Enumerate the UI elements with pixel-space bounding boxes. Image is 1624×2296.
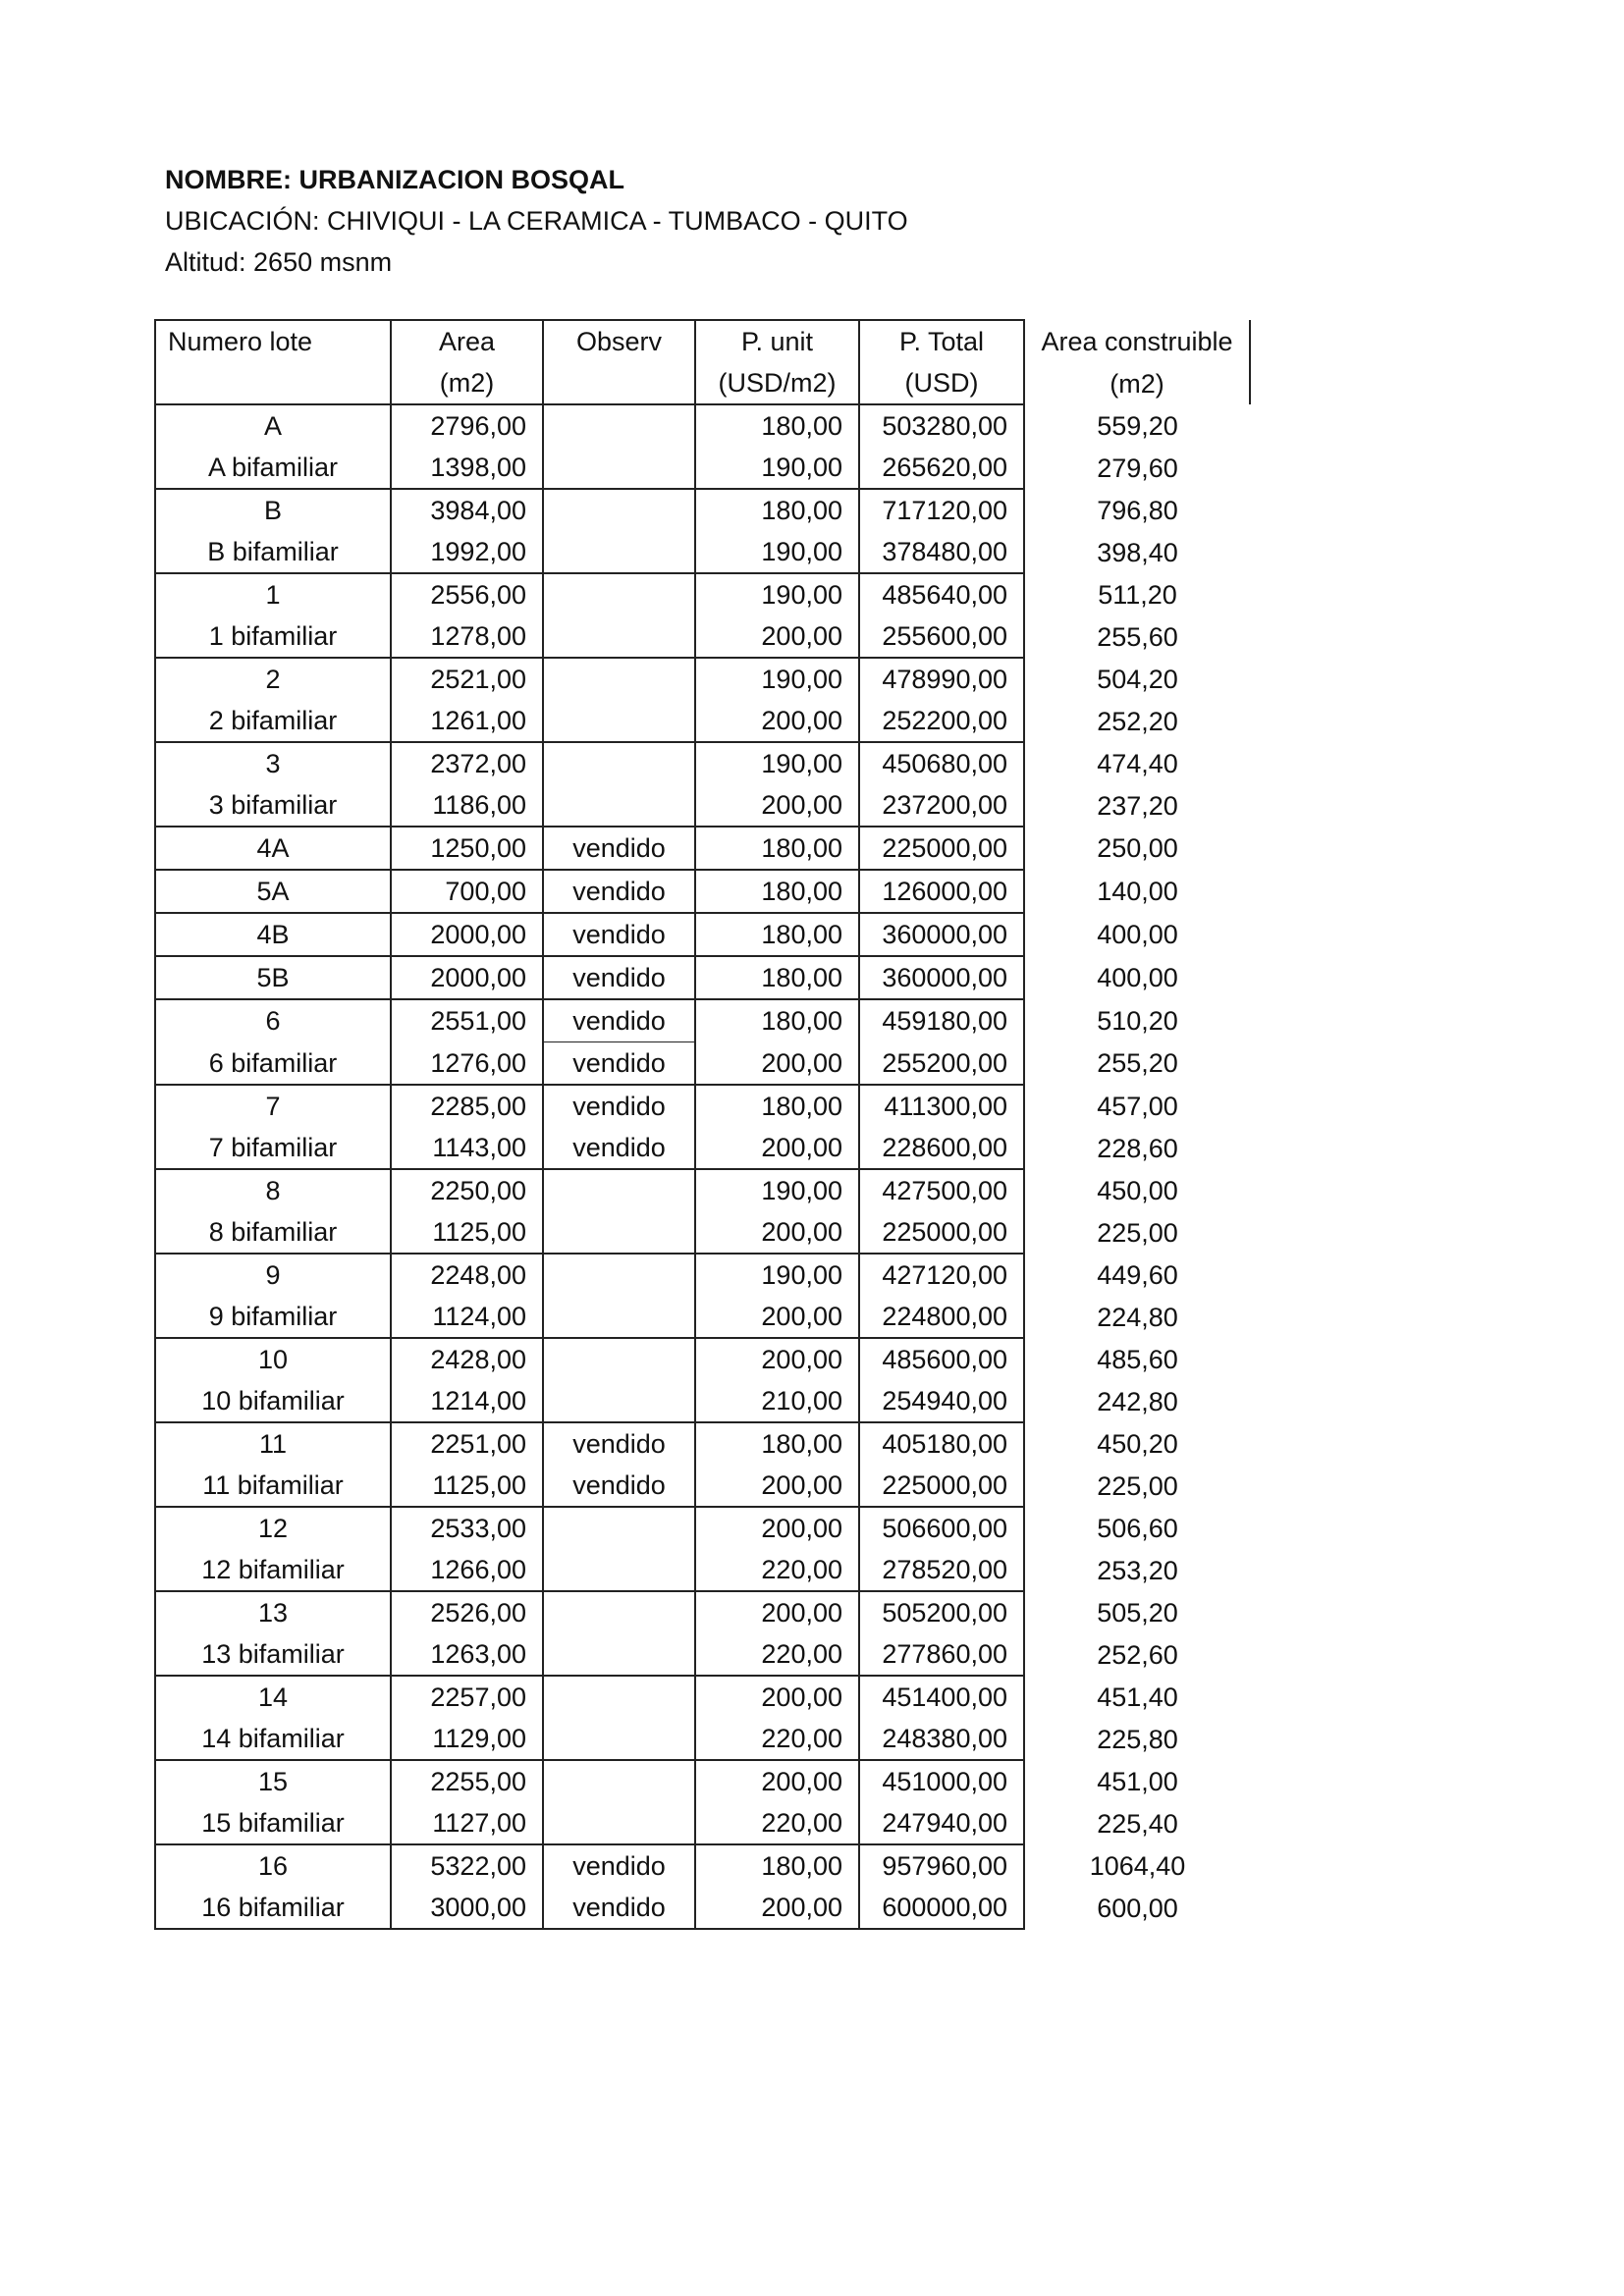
cell-lote: 10 bifamiliar (155, 1380, 391, 1422)
cell-unit-price: 200,00 (695, 1887, 859, 1929)
table-row (155, 1676, 1250, 1718)
table-row (155, 531, 1250, 573)
cell-area: 5322,00 (391, 1844, 543, 1887)
cell-area: 1125,00 (391, 1465, 543, 1507)
table-row (155, 1887, 1250, 1929)
cell-total-price: 378480,00 (859, 531, 1024, 573)
table-row (155, 1802, 1250, 1844)
cell-total-price: 228600,00 (859, 1127, 1024, 1169)
cell-total-price: 248380,00 (859, 1718, 1024, 1760)
cell-lote: 11 (155, 1422, 391, 1465)
table-body (155, 404, 1250, 1929)
cell-area: 2285,00 (391, 1085, 543, 1127)
header-unit-unit: (USD/m2) (695, 362, 859, 404)
cell-area-construible: 451,40 (1097, 1682, 1178, 1712)
cell-lote: 2 bifamiliar (155, 700, 391, 742)
cell-unit-price: 200,00 (695, 1760, 859, 1802)
header-total-unit: (USD) (859, 362, 1024, 404)
cell-area: 2251,00 (391, 1422, 543, 1465)
cell-observ (543, 784, 695, 827)
header-area-unit: (m2) (391, 362, 543, 404)
cell-unit-price: 180,00 (695, 827, 859, 870)
cell-unit-price: 190,00 (695, 658, 859, 700)
cell-total-price: 277860,00 (859, 1633, 1024, 1676)
cell-area: 1186,00 (391, 784, 543, 827)
cell-area-construible: 250,00 (1097, 833, 1178, 863)
cell-unit-price: 200,00 (695, 1591, 859, 1633)
cell-observ (543, 615, 695, 658)
cell-area-construible: 450,00 (1097, 1175, 1178, 1205)
cell-observ (543, 573, 695, 615)
table-row (155, 742, 1250, 784)
cell-total-price: 478990,00 (859, 658, 1024, 700)
cell-total-price: 252200,00 (859, 700, 1024, 742)
cell-lote: 16 (155, 1844, 391, 1887)
cell-area-construible: 253,20 (1097, 1555, 1178, 1585)
cell-unit-price: 200,00 (695, 1676, 859, 1718)
cell-observ (543, 1676, 695, 1718)
cell-area: 1214,00 (391, 1380, 543, 1422)
cell-observ (543, 742, 695, 784)
cell-area: 2521,00 (391, 658, 543, 700)
cell-observ (543, 1254, 695, 1296)
cell-total-price: 717120,00 (859, 489, 1024, 531)
cell-total-price: 126000,00 (859, 870, 1024, 913)
cell-observ (543, 1718, 695, 1760)
cell-lote: 9 (155, 1254, 391, 1296)
cell-total-price: 427120,00 (859, 1254, 1024, 1296)
table-row (155, 1169, 1250, 1211)
cell-total-price: 451400,00 (859, 1676, 1024, 1718)
table-row (155, 447, 1250, 489)
cell-unit-price: 200,00 (695, 1211, 859, 1254)
cell-lote: 5B (155, 956, 391, 999)
cell-unit-price: 180,00 (695, 1844, 859, 1887)
cell-area: 1127,00 (391, 1802, 543, 1844)
cell-unit-price: 190,00 (695, 447, 859, 489)
cell-area-construible: 474,40 (1097, 748, 1178, 778)
header-unit: P. unit (695, 320, 859, 362)
cell-area: 1143,00 (391, 1127, 543, 1169)
cell-total-price: 265620,00 (859, 447, 1024, 489)
cell-area: 2255,00 (391, 1760, 543, 1802)
cell-observ (543, 1633, 695, 1676)
cell-observ (543, 489, 695, 531)
table-row (155, 1549, 1250, 1591)
cell-lote: 5A (155, 870, 391, 913)
cell-unit-price: 210,00 (695, 1380, 859, 1422)
cell-area-construible: 242,80 (1097, 1386, 1178, 1416)
table-row (155, 784, 1250, 827)
cell-lote: 15 (155, 1760, 391, 1802)
cell-lote: 14 bifamiliar (155, 1718, 391, 1760)
cell-unit-price: 200,00 (695, 1296, 859, 1338)
cell-total-price: 505200,00 (859, 1591, 1024, 1633)
cell-lote: 4B (155, 913, 391, 956)
cell-unit-price: 190,00 (695, 531, 859, 573)
cell-area-construible: 450,20 (1097, 1428, 1178, 1459)
table-row (155, 1422, 1250, 1465)
cell-area-construible: 600,00 (1097, 1893, 1178, 1923)
cell-observ (543, 700, 695, 742)
cell-lote: 3 (155, 742, 391, 784)
cell-total-price: 225000,00 (859, 827, 1024, 870)
cell-unit-price: 200,00 (695, 1338, 859, 1380)
table-row (155, 1211, 1250, 1254)
cell-lote: B (155, 489, 391, 531)
cell-observ: vendido (543, 913, 695, 956)
cell-total-price: 225000,00 (859, 1211, 1024, 1254)
cell-total-price: 506600,00 (859, 1507, 1024, 1549)
cell-area-construible: 398,40 (1097, 537, 1178, 567)
cell-area: 1278,00 (391, 615, 543, 658)
cell-lote: 11 bifamiliar (155, 1465, 391, 1507)
cell-area: 2250,00 (391, 1169, 543, 1211)
header-lote: Numero lote (155, 320, 391, 404)
cell-area: 2533,00 (391, 1507, 543, 1549)
cell-unit-price: 200,00 (695, 1127, 859, 1169)
cell-total-price: 503280,00 (859, 404, 1024, 447)
lots-table-container (154, 319, 1251, 1930)
cell-lote: 1 (155, 573, 391, 615)
cell-lote: 7 (155, 1085, 391, 1127)
cell-unit-price: 180,00 (695, 404, 859, 447)
cell-area-construible: 510,20 (1097, 1005, 1178, 1036)
cell-lote: 3 bifamiliar (155, 784, 391, 827)
table-row (155, 1296, 1250, 1338)
cell-area-construible: 506,60 (1097, 1513, 1178, 1543)
cell-area: 700,00 (391, 870, 543, 913)
cell-area: 2248,00 (391, 1254, 543, 1296)
table-row (155, 573, 1250, 615)
cell-area-construible: 225,80 (1097, 1724, 1178, 1754)
cell-observ: vendido (543, 1042, 695, 1086)
cell-total-price: 427500,00 (859, 1169, 1024, 1211)
cell-area-construible: 511,20 (1098, 579, 1177, 610)
cell-lote: 15 bifamiliar (155, 1802, 391, 1844)
cell-unit-price: 180,00 (695, 999, 859, 1042)
cell-lote: 12 (155, 1507, 391, 1549)
cell-total-price: 254940,00 (859, 1380, 1024, 1422)
cell-observ: vendido (543, 1887, 695, 1929)
cell-lote: 8 (155, 1169, 391, 1211)
cell-unit-price: 190,00 (695, 742, 859, 784)
cell-observ (543, 1549, 695, 1591)
table-row (155, 700, 1250, 742)
cell-total-price: 255200,00 (859, 1042, 1024, 1086)
table-row (155, 999, 1250, 1042)
cell-lote: 13 (155, 1591, 391, 1633)
cell-area-construible: 252,60 (1097, 1639, 1178, 1670)
cell-unit-price: 220,00 (695, 1718, 859, 1760)
cell-lote: 13 bifamiliar (155, 1633, 391, 1676)
cell-total-price: 237200,00 (859, 784, 1024, 827)
cell-area-construible: 559,20 (1097, 410, 1178, 441)
table-row (155, 1338, 1250, 1380)
cell-unit-price: 200,00 (695, 615, 859, 658)
cell-area-construible: 485,60 (1097, 1344, 1178, 1374)
header-area: Area (391, 320, 543, 362)
cell-area: 1398,00 (391, 447, 543, 489)
table-row (155, 1380, 1250, 1422)
cell-lote: 12 bifamiliar (155, 1549, 391, 1591)
cell-area: 2556,00 (391, 573, 543, 615)
cell-area-construible: 140,00 (1097, 877, 1178, 906)
cell-area: 3000,00 (391, 1887, 543, 1929)
header-observ: Observ (543, 320, 695, 404)
cell-lote: B bifamiliar (155, 531, 391, 573)
cell-area-construible: 279,60 (1097, 453, 1178, 483)
cell-total-price: 957960,00 (859, 1844, 1024, 1887)
cell-area-construible: 225,40 (1097, 1808, 1178, 1839)
cell-observ (543, 447, 695, 489)
cell-unit-price: 200,00 (695, 1507, 859, 1549)
cell-area: 2796,00 (391, 404, 543, 447)
cell-observ (543, 1211, 695, 1254)
project-altitude: Altitud: 2650 msnm (165, 247, 393, 277)
table-row (155, 1633, 1250, 1676)
cell-observ: vendido (543, 1127, 695, 1169)
cell-lote: 6 bifamiliar (155, 1042, 391, 1086)
cell-area-construible: 796,80 (1097, 495, 1178, 525)
cell-area-construible: 505,20 (1097, 1597, 1178, 1628)
table-row (155, 1085, 1250, 1127)
cell-unit-price: 190,00 (695, 1254, 859, 1296)
cell-lote: 14 (155, 1676, 391, 1718)
cell-area: 1124,00 (391, 1296, 543, 1338)
table-row (155, 956, 1250, 999)
cell-unit-price: 180,00 (695, 913, 859, 956)
cell-unit-price: 190,00 (695, 573, 859, 615)
cell-total-price: 247940,00 (859, 1802, 1024, 1844)
cell-area-construible: 224,80 (1097, 1302, 1178, 1332)
project-name: NOMBRE: URBANIZACION BOSQAL (165, 165, 624, 194)
table-row (155, 404, 1250, 447)
cell-unit-price: 180,00 (695, 1085, 859, 1127)
cell-total-price: 485640,00 (859, 573, 1024, 615)
cell-lote: 1 bifamiliar (155, 615, 391, 658)
cell-area: 1250,00 (391, 827, 543, 870)
cell-total-price: 411300,00 (859, 1085, 1024, 1127)
cell-area: 2372,00 (391, 742, 543, 784)
cell-lote: 8 bifamiliar (155, 1211, 391, 1254)
cell-area: 1263,00 (391, 1633, 543, 1676)
table-row (155, 1718, 1250, 1760)
cell-area: 3984,00 (391, 489, 543, 531)
table-row (155, 827, 1250, 870)
cell-total-price: 485600,00 (859, 1338, 1024, 1380)
cell-observ: vendido (543, 1422, 695, 1465)
cell-unit-price: 200,00 (695, 1042, 859, 1086)
cell-area-construible: 400,00 (1097, 963, 1178, 992)
cell-unit-price: 180,00 (695, 956, 859, 999)
cell-area: 1125,00 (391, 1211, 543, 1254)
header-row-1 (155, 320, 1250, 362)
cell-observ (543, 404, 695, 447)
cell-area-construible: 255,60 (1097, 621, 1178, 652)
cell-lote: 16 bifamiliar (155, 1887, 391, 1929)
cell-total-price: 278520,00 (859, 1549, 1024, 1591)
cell-total-price: 459180,00 (859, 999, 1024, 1042)
cell-area-construible: 225,00 (1097, 1470, 1178, 1501)
header-construible: Area construible (1024, 320, 1250, 362)
cell-observ (543, 531, 695, 573)
cell-unit-price: 220,00 (695, 1802, 859, 1844)
cell-unit-price: 200,00 (695, 1465, 859, 1507)
cell-area-construible: 225,00 (1097, 1217, 1178, 1248)
cell-unit-price: 180,00 (695, 1422, 859, 1465)
table-row (155, 658, 1250, 700)
cell-observ (543, 1802, 695, 1844)
cell-total-price: 405180,00 (859, 1422, 1024, 1465)
cell-lote: 6 (155, 999, 391, 1042)
cell-total-price: 225000,00 (859, 1465, 1024, 1507)
cell-area: 1992,00 (391, 531, 543, 573)
header-total: P. Total (859, 320, 1024, 362)
cell-lote: A (155, 404, 391, 447)
cell-area: 2526,00 (391, 1591, 543, 1633)
cell-observ (543, 1507, 695, 1549)
cell-total-price: 360000,00 (859, 956, 1024, 999)
cell-total-price: 255600,00 (859, 615, 1024, 658)
cell-unit-price: 200,00 (695, 784, 859, 827)
cell-unit-price: 220,00 (695, 1633, 859, 1676)
cell-observ (543, 1380, 695, 1422)
cell-observ: vendido (543, 1844, 695, 1887)
document-header (165, 159, 908, 283)
cell-area: 2551,00 (391, 999, 543, 1042)
cell-lote: A bifamiliar (155, 447, 391, 489)
cell-lote: 9 bifamiliar (155, 1296, 391, 1338)
table-row (155, 870, 1250, 913)
table-row (155, 1042, 1250, 1086)
table-row (155, 1760, 1250, 1802)
cell-area: 2000,00 (391, 913, 543, 956)
cell-area: 2000,00 (391, 956, 543, 999)
table-row (155, 1254, 1250, 1296)
table-row (155, 1507, 1250, 1549)
cell-area-construible: 400,00 (1097, 920, 1178, 949)
cell-area-construible: 504,20 (1097, 664, 1178, 694)
cell-area-construible: 237,20 (1097, 790, 1178, 821)
project-location: UBICACIÓN: CHIVIQUI - LA CERAMICA - TUMBACO - QUITO (165, 206, 908, 236)
cell-area-construible: 451,00 (1097, 1766, 1178, 1796)
cell-area-construible: 228,60 (1097, 1133, 1178, 1163)
cell-unit-price: 200,00 (695, 700, 859, 742)
cell-lote: 10 (155, 1338, 391, 1380)
cell-area-construible: 252,20 (1097, 706, 1178, 736)
cell-observ: vendido (543, 1085, 695, 1127)
cell-observ (543, 1760, 695, 1802)
cell-unit-price: 180,00 (695, 489, 859, 531)
cell-observ: vendido (543, 956, 695, 999)
cell-area: 1266,00 (391, 1549, 543, 1591)
cell-area: 2257,00 (391, 1676, 543, 1718)
table-row (155, 1127, 1250, 1169)
cell-area: 2428,00 (391, 1338, 543, 1380)
table-row (155, 1591, 1250, 1633)
cell-area: 1129,00 (391, 1718, 543, 1760)
cell-total-price: 450680,00 (859, 742, 1024, 784)
cell-observ: vendido (543, 827, 695, 870)
cell-lote: 4A (155, 827, 391, 870)
cell-observ: vendido (543, 1465, 695, 1507)
table-row (155, 1844, 1250, 1887)
cell-unit-price: 220,00 (695, 1549, 859, 1591)
cell-area-construible: 1064,40 (1089, 1850, 1186, 1881)
table-header (155, 320, 1250, 404)
cell-observ (543, 1169, 695, 1211)
cell-observ: vendido (543, 999, 695, 1042)
cell-observ (543, 1338, 695, 1380)
cell-lote: 2 (155, 658, 391, 700)
table-row (155, 615, 1250, 658)
cell-lote: 7 bifamiliar (155, 1127, 391, 1169)
cell-unit-price: 180,00 (695, 870, 859, 913)
cell-total-price: 600000,00 (859, 1887, 1024, 1929)
cell-area: 1261,00 (391, 700, 543, 742)
cell-total-price: 360000,00 (859, 913, 1024, 956)
header-construible-unit: (m2) (1024, 362, 1250, 404)
cell-total-price: 451000,00 (859, 1760, 1024, 1802)
cell-area-construible: 255,20 (1097, 1048, 1178, 1079)
cell-area: 1276,00 (391, 1042, 543, 1086)
lots-table (154, 319, 1251, 1930)
cell-unit-price: 190,00 (695, 1169, 859, 1211)
table-row (155, 489, 1250, 531)
cell-observ: vendido (543, 870, 695, 913)
cell-observ (543, 1296, 695, 1338)
cell-observ (543, 1591, 695, 1633)
cell-area-construible: 457,00 (1097, 1091, 1178, 1121)
cell-observ (543, 658, 695, 700)
cell-area-construible: 449,60 (1097, 1259, 1178, 1290)
cell-total-price: 224800,00 (859, 1296, 1024, 1338)
table-row (155, 913, 1250, 956)
table-row (155, 1465, 1250, 1507)
